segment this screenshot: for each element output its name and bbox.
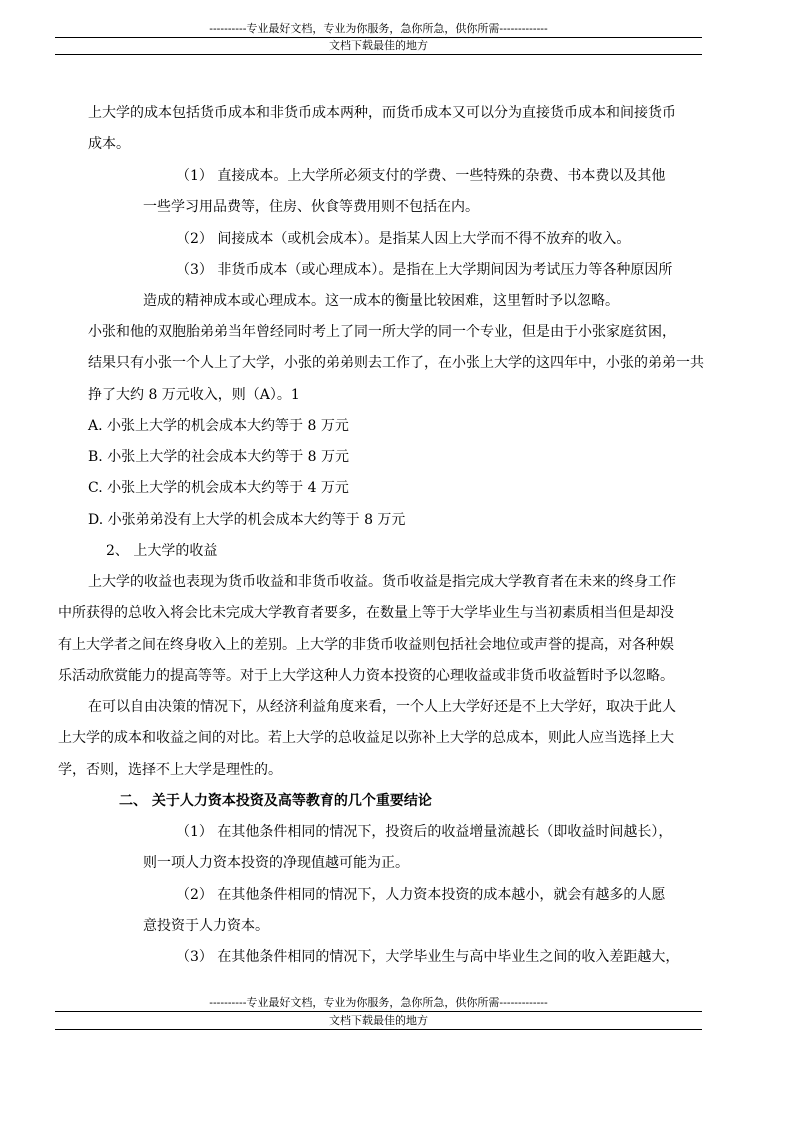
list-item-continuation: 一些学习用品费等，住房、伙食等费用则不包括在内。 (143, 199, 479, 215)
option-c: C. 小张上大学的机会成本大约等于 4 万元 (88, 480, 349, 496)
list-item: （2） 间接成本（或机会成本）。是指某人因上大学而不得不放弃的收入。 (176, 231, 631, 247)
conclusion-item-continuation: 意投资于人力资本。 (143, 918, 269, 934)
conclusion-item-continuation: 则一项人力资本投资的净现值越可能为正。 (143, 855, 409, 871)
paragraph-line: 在可以自由决策的情况下，从经济利益角度来看，一个人上大学好还是不上大学好，取决于此人 (88, 699, 676, 715)
conclusion-item: （3） 在其他条件相同的情况下，大学毕业生与高中毕业生之间的收入差距越大， (176, 949, 680, 965)
header-rule-bottom (55, 54, 702, 55)
option-b: B. 小张上大学的社会成本大约等于 8 万元 (88, 449, 349, 465)
list-item: （3） 非货币成本（或心理成本）。是指在上大学期间因为考试压力等各种原因所 (176, 262, 673, 278)
section-heading: 2、 上大学的收益 (106, 543, 218, 559)
option-d: D. 小张弟弟没有上大学的机会成本大约等于 8 万元 (88, 512, 406, 528)
footer-rule (55, 1011, 702, 1012)
section-heading-bold: 二、 关于人力资本投资及高等教育的几个重要结论 (119, 793, 432, 809)
question-line: 小张和他的双胞胎弟弟当年曾经同时考上了同一所大学的同一个专业，但是由于小张家庭贫困， (88, 324, 676, 340)
header-rule (55, 37, 702, 38)
conclusion-item: （1） 在其他条件相同的情况下，投资后的收益增量流越长（即收益时间越长）， (176, 824, 673, 840)
paragraph-line: 学，否则，选择不上大学是理性的。 (58, 762, 282, 778)
list-item-continuation: 造成的精神成本或心理成本。这一成本的衡量比较困难，这里暂时予以忽略。 (143, 293, 619, 309)
conclusion-item: （2） 在其他条件相同的情况下，人力资本投资的成本越小，就会有越多的人愿 (176, 887, 666, 903)
paragraph-line: 上大学的收益也表现为货币收益和非货币收益。货币收益是指完成大学教育者在未来的终身工作 (88, 574, 676, 590)
footer-subtitle: 文档下载最佳的地方 (329, 1014, 428, 1027)
paragraph-line: 上大学的成本包括货币成本和非货币成本两种，而货币成本又可以分为直接货币成本和间接货币 (88, 105, 676, 121)
list-item: （1） 直接成本。上大学所必须支付的学费、一些特殊的杂费、书本费以及其他 (176, 168, 666, 184)
paragraph-line: 上大学的成本和收益之间的对比。若上大学的总收益足以弥补上大学的总成本，则此人应当选择上大 (58, 730, 674, 746)
header-subtitle: 文档下载最佳的地方 (329, 39, 428, 52)
header-slogan: ----------专业最好文档，专业为你服务，急你所急，供你所需------------- (209, 22, 548, 35)
option-a: A. 小张上大学的机会成本大约等于 8 万元 (88, 418, 349, 434)
footer-rule-bottom (55, 1029, 702, 1030)
paragraph-line: 成本。 (88, 136, 130, 152)
paragraph-line: 中所获得的总收入将会比未完成大学教育者要多，在数量上等于大学毕业生与当初素质相当但是却没 (58, 605, 674, 621)
question-line: 挣了大约 8 万元收入，则（A）。1 (88, 387, 300, 403)
question-line: 结果只有小张一个人上了大学，小张的弟弟则去工作了，在小张上大学的这四年中，小张的弟弟一共 (88, 355, 704, 371)
paragraph-line: 乐活动欣赏能力的提高等等。对于上大学这种人力资本投资的心理收益或非货币收益暂时予以忽略。 (58, 668, 674, 684)
paragraph-line: 有上大学者之间在终身收入上的差别。上大学的非货币收益则包括社会地位或声誉的提高，对各种娱 (58, 637, 674, 653)
footer-slogan: ----------专业最好文档，专业为你服务，急你所急，供你所需------------- (209, 996, 548, 1009)
